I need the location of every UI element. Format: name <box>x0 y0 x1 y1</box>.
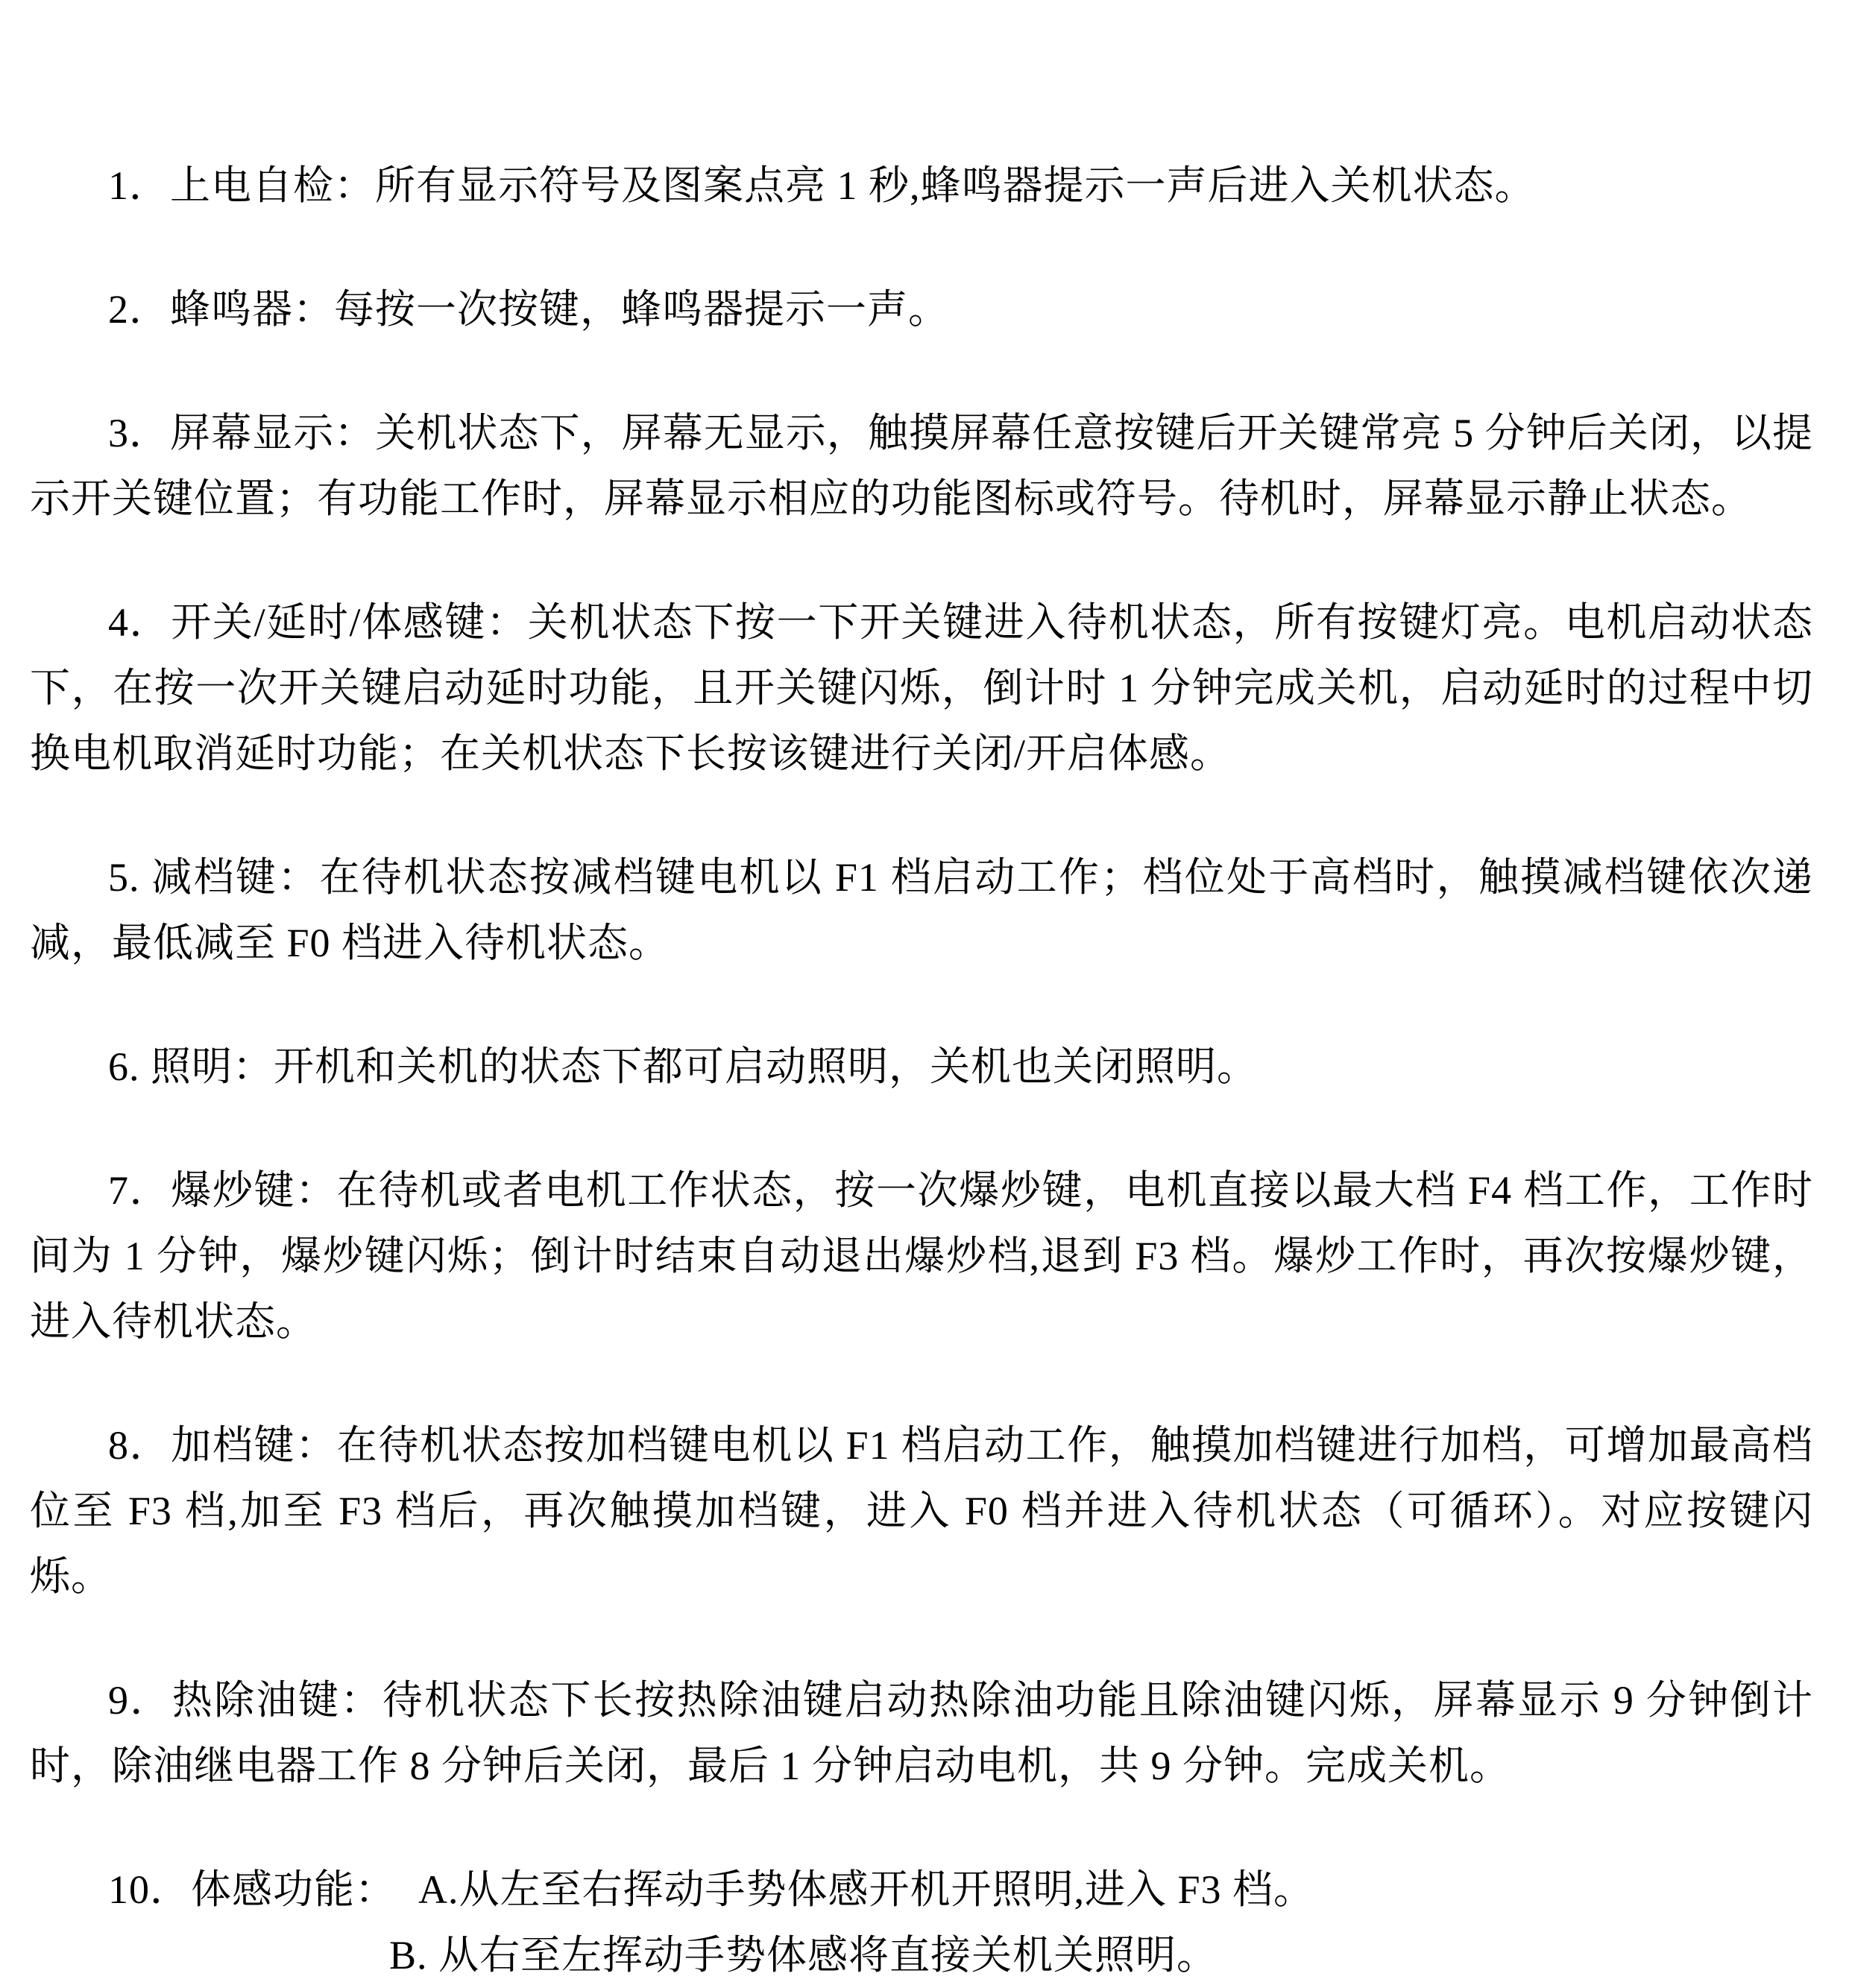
list-item-8: 8．加档键：在待机状态按加档键电机以 F1 档启动工作，触摸加档键进行加档，可增加最高档位至 F3 档,加至 F3 档后，再次触摸加档键，进入 F0 档并进入待机状态（可循环）。对应按键闪烁。 <box>30 1423 1813 1599</box>
list-item-10-line-b <box>30 1922 1813 1988</box>
list-item-5: 5. 减档键：在待机状态按减档键电机以 F1 档启动工作；档位处于高档时，触摸减档键依次递减，最低减至 F0 档进入待机状态。 <box>30 855 1813 965</box>
list-item-1: 1．上电自检：所有显示符号及图案点亮 1 秒,蜂鸣器提示一声后进入关机状态。 <box>108 163 1536 208</box>
list-item-4: 4．开关/延时/体感键：关机状态下按一下开关键进入待机状态，所有按键灯亮。电机启动状态下，在按一次开关键启动延时功能，且开关键闪烁，倒计时 1 分钟完成关机，启动延时的过程中切换电机取消延时功能；在关机状态下长按该键进行关闭/开启体感。 <box>30 600 1813 776</box>
list-item-10 <box>30 1857 1813 1988</box>
list-item-2: 2．蜂鸣器：每按一次按键，蜂鸣器提示一声。 <box>108 287 949 332</box>
list-item-10-line-a <box>30 1857 1813 1922</box>
item10-option-a: A.从左至右挥动手势体感开机开照明,进入 F3 档。 <box>418 1867 1315 1912</box>
list-item-9: 9．热除油键：待机状态下长按热除油键启动热除油功能且除油键闪烁，屏幕显示 9 分钟倒计时，除油继电器工作 8 分钟后关闭，最后 1 分钟启动电机，共 9 分钟。完成关机。 <box>30 1678 1813 1788</box>
item10-lead: 10．体感功能： <box>108 1867 396 1912</box>
list-item-6: 6. 照明：开机和关机的状态下都可启动照明，关机也关闭照明。 <box>108 1044 1258 1089</box>
item10-option-b: B. 从右至左挥动手势体感将直接关机关照明。 <box>389 1933 1218 1978</box>
list-item-3: 3．屏幕显示：关机状态下，屏幕无显示，触摸屏幕任意按键后开关键常亮 5 分钟后关闭，以提示开关键位置；有功能工作时，屏幕显示相应的功能图标或符号。待机时，屏幕显示静止状态。 <box>30 411 1813 521</box>
list-item-7: 7．爆炒键：在待机或者电机工作状态，按一次爆炒键，电机直接以最大档 F4 档工作，工作时间为 1 分钟，爆炒键闪烁；倒计时结束自动退出爆炒档,退到 F3 档。爆炒工作时，再次按爆炒键，进入待机状态。 <box>30 1168 1813 1344</box>
